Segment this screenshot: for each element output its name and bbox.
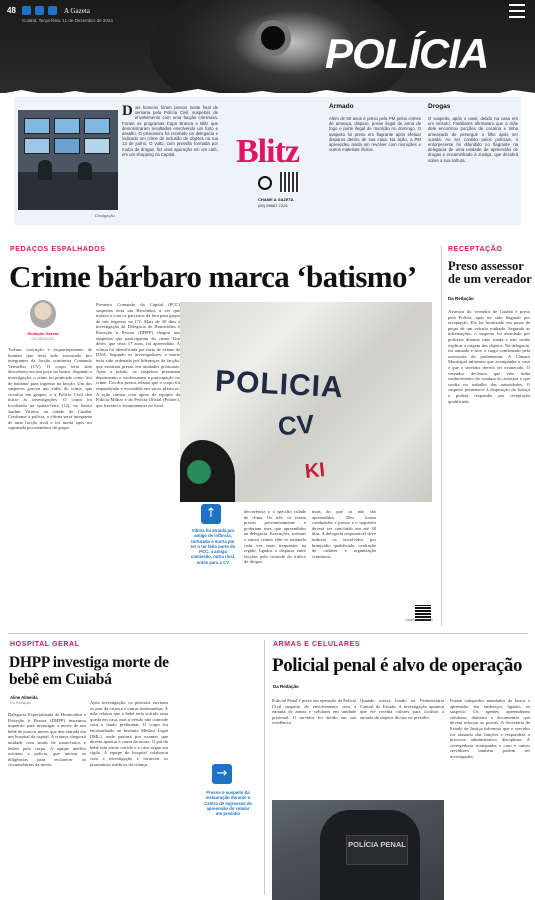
officer-story-column-2: Quando estava lotado na Penitenciária Central do Estado. A investigação apontou que ele recebia valores para facilitar a entrada de objetos ilícitos no presídio. [360, 698, 444, 720]
control-desk [18, 172, 118, 210]
monitor-screen [84, 118, 110, 134]
brand-logo-icon [35, 6, 44, 15]
whatsapp-cta: CHAME A GAZETA [258, 197, 294, 202]
drop-cap: D [122, 105, 133, 119]
author-role: DA REDAÇÃO [31, 337, 55, 341]
section-title: POLÍCIA [325, 30, 489, 77]
main-story-column-4: mais do que os não são apreendidos. Eles foram conduzidos e presos e o inquérito deverá ser concluído em até 30 dias. A delegacia responsável deve indiciar os envolvidos por homicídio qualificado, ocultação de cadáver e organização criminosa. [312, 509, 376, 559]
main-story-column-1: Tortura, execução e esquartejamento de homem que teria sido executado por integrantes da facção criminosa Comando Vermelho (CV). O corpo teria sido descoberto em um poço no bairro. Segundo a investigação, o crime foi praticado como 'rito de batismo' para ingresso na facção. Um dos suspeitos gravou um vídeo do crime, que circulou em grupos, e a Polícia Civil deu início às investigações. O corpo foi localizado na quinta-feira (12), no bairro Jardim Vitória, na cidade de Cuiabá. Conforme a polícia, a vítima seria integrante de uma facção rival e foi morta após ser capturada por membros do grupo. [8, 347, 92, 431]
main-story-column-3: decorrência o o specifio cidade de clima. Os três, os foram presos preventivamente e poderiam mes que apreendidos na delegacia. Execuções, torturas e outros crimes vêm se tornando cada vez mais frequentes na região, ligados a disputas entre facções pelo controle do tráfico de drogas. [244, 509, 306, 565]
section-divider [8, 633, 528, 634]
hospital-story-author-role: Da Redação [10, 701, 32, 705]
hospital-story-column-2: Após investigação, os policiais ouviram os pais da criança e outras testemunhas. A mãe relatou que o bebê teria sofrido uma queda em casa, mas a versão não coincide com o laudo preliminar. O corpo foi encaminhado ao Instituto Médico Legal (IML), onde passará por exames que devem apontar a causa da morte. O pai do bebê está sendo ouvido e o caso segue em sigilo. A equipe do hospital colaborou com a investigação e forneceu os prontuários médicos da criança. [90, 700, 168, 767]
blitz-logo: Blitz [236, 133, 299, 170]
graffiti-green-patch [184, 452, 214, 492]
brand-logo-icon [22, 6, 31, 15]
officer-story-column-3: Foram cumpridos mandados de busca e apreensão em endereços ligados ao suspeito. Os agentes apreenderam celulares, dinheiro e documentos que devem reforçar as provas. A Secretaria de Estado de Justiça informou que o servidor foi afastado das funções e responderá a processo administrativo disciplinar. A corregedoria acompanha o caso e outros servidores também podem ser investigados. [450, 698, 530, 759]
edition-date: Cuiabá, Terça-feira, 11 de Dezembro de 2024 [22, 18, 113, 23]
column-divider [441, 246, 442, 626]
caption-arrow-icon: → [212, 764, 232, 784]
monitor-screen [54, 138, 80, 154]
drogas-text: O suspeito, após o ouvir, detido na casa em um veículo. Familiares afirmaram que a mãe dele encontrou porções de cocaína e tinha ameaçado de perseguir o filho após ser ouvida. Ao ser contido pelos policiais, o entorpecente foi difundido no flagrante na delegacia de uma unidade de apreensão de drogas e encaminhado à Justiça, que decidirá sobre a sua soltura. [428, 116, 518, 163]
control-room-photo [18, 110, 118, 210]
menu-icon[interactable] [509, 4, 525, 18]
sidebar-byline: Da Redação [448, 296, 474, 301]
blitz-intro-body: ois homens foram presos neste final de semana pela Polícia Civil, suspeitos de envolvimento com uma facção criminosa. Foram os programas Capa Branca e Blitz que demonstraram resultados envolvendo um furto e assalto. O prisioneiro foi recebido na delegacia e indicado um crime de inclusão de objetos na rua 13 de junho. O vulto, com pressão formada por roubo de drogas, fez uma apuração em um café, em um shopping na Capital. [122, 105, 218, 157]
caption-arrow-icon: ↑ [201, 504, 221, 524]
officer-story-headline: Policial penal é alvo de operação [272, 655, 523, 676]
whatsapp-icon [258, 176, 272, 190]
officer-vest-patch: POLÍCIA PENAL [346, 835, 408, 865]
hospital-story-column-1: Delegacia Especializada de Homicídios e Proteção à Pessoa (DHPP) instaurou inquérito para investigar a morte de um bebê de poucos meses que deu entrada em um hospital da capital. A criança chegou à unidade com sinais de maus-tratos e lesões pelo corpo. A equipe médica acionou a polícia, que iniciou as diligências para esclarecer as circunstâncias da morte. [8, 712, 86, 768]
hospital-story-caption: Presos o suspeito da instauração durante o Centro de Ingressos de apreensão do celular em presídio [204, 790, 252, 817]
hospital-story-author: Aline Almeida [10, 695, 38, 700]
sidebar-kicker: RECEPTAÇÃO [448, 246, 503, 253]
armado-text: Além de 50 anos é preso pela PM pelos crimes de ameaça, disparo, posse ilegal de arma de fogo e porte ilegal de munição no domingo. O suspeito foi preso em flagrante após efetuar disparos dentro de sua casa. Na ação, a PM apreendeu ainda um revólver com munições e outros materiais ilícitos. [329, 116, 421, 153]
sidebar-body: Assessor do vereador de Cuiabá é preso pela Polícia, após ter sido flagrado por receptação. Ele foi localizado em posse de peças de um veículo roubado. Segundo as informações, o suspeito foi abordado por policiais durante uma ronda e não soube explicar a origem dos objetos. Na delegacia, foi autuado e teve o cargo confirmado pela assessoria do parlamentar. A Câmara Municipal informou que acompanha o caso e que o servidor deverá ser exonerado. O vereador declarou que não tinha conhecimento da conduta do assessor e que confia no trabalho das autoridades. O suspeito permanece à disposição da Justiça e poderá responder por receptação qualificada. [448, 309, 530, 404]
blitz-intro-text [122, 105, 218, 213]
qr-label: ASSISTA AO VÍDEO [405, 618, 433, 622]
monitor-screen [24, 118, 50, 134]
photo-credit: Divulgação [95, 213, 115, 218]
hospital-story-kicker: HOSPITAL GERAL [10, 641, 80, 648]
monitor-screen [24, 138, 50, 154]
operator-silhouette [78, 162, 92, 180]
author-name: Redação Gazeta [27, 331, 59, 336]
armado-heading: Armado [329, 103, 354, 110]
header-eye-pupil [255, 20, 291, 56]
brand-bar [22, 5, 90, 16]
officer-story-byline: Da Redação [273, 684, 299, 689]
drogas-heading: Drogas [428, 103, 451, 110]
author-avatar [30, 300, 56, 328]
graffiti-word-policia: POLICIA [214, 364, 345, 405]
monitor-screen [54, 118, 80, 134]
main-story-kicker: PEDAÇOS ESPALHADOS [10, 246, 106, 253]
main-photo-caption: Vítima foi atraída por amigo de infância, torturada e morta por ter o ter feito parte do PCC, a antiga comissão, outra rival, antes para a CV [190, 528, 236, 565]
officer-story-column-1: Policial Penal é preso em operação da Polícia Civil suspeito de envolvimento com a entrada de armas e celulares em unidade prisional. O servidor foi detido em sua residência. [272, 698, 356, 726]
graffiti-word-cv: CV [276, 408, 316, 442]
main-story-headline: Crime bárbaro marca ‘batismo’ [9, 259, 417, 294]
operator-silhouette [38, 160, 52, 180]
publication-name: A Gazeta [64, 6, 90, 15]
hospital-story-headline: DHPP investiga morte de bebê em Cuiabá [9, 654, 169, 688]
brand-logo-icon [48, 6, 57, 15]
graffiti-red-tag: KI [303, 459, 327, 483]
whatsapp-qr-code[interactable] [280, 172, 300, 192]
officer-story-kicker: ARMAS E CELULARES [273, 641, 361, 648]
main-story-column-2: Primeiro Comando da Capital (PCC) suspeitos teria um Bivolinhu, a ver que tratava a com os parceiros da fera para grupo de nós ingresso no CV. Mais de 30 dias a investigação da Delegacia de Homicídios e Proteção à Pessoa (DHPP) chegou aos suspeitos que participaram do crime. Um deles, que teria 17 anos, foi apreendido. A vítima foi identificada por meio de exame de DNA. Segundo os investigadores, a morte teria sido ordenada por lideranças da facção, que estariam presas em unidades prisionais. Após a prisão, os suspeitos prestaram depoimento e confessaram a participação no crime. Um dos presos relatou que o corpo foi esquartejado e escondido em sacos plásticos. A ação contou com apoio de equipes da Polícia Militar e da Perícia Oficial (Politec), que fizeram o levantamento no local. [96, 302, 180, 408]
page-number: 48 [7, 6, 16, 15]
column-divider [264, 640, 265, 895]
whatsapp-phone: (65) 99887-7226 [258, 203, 288, 208]
sidebar-headline: Preso assessor de um vereador [448, 259, 532, 286]
monitor-screen [84, 138, 110, 154]
